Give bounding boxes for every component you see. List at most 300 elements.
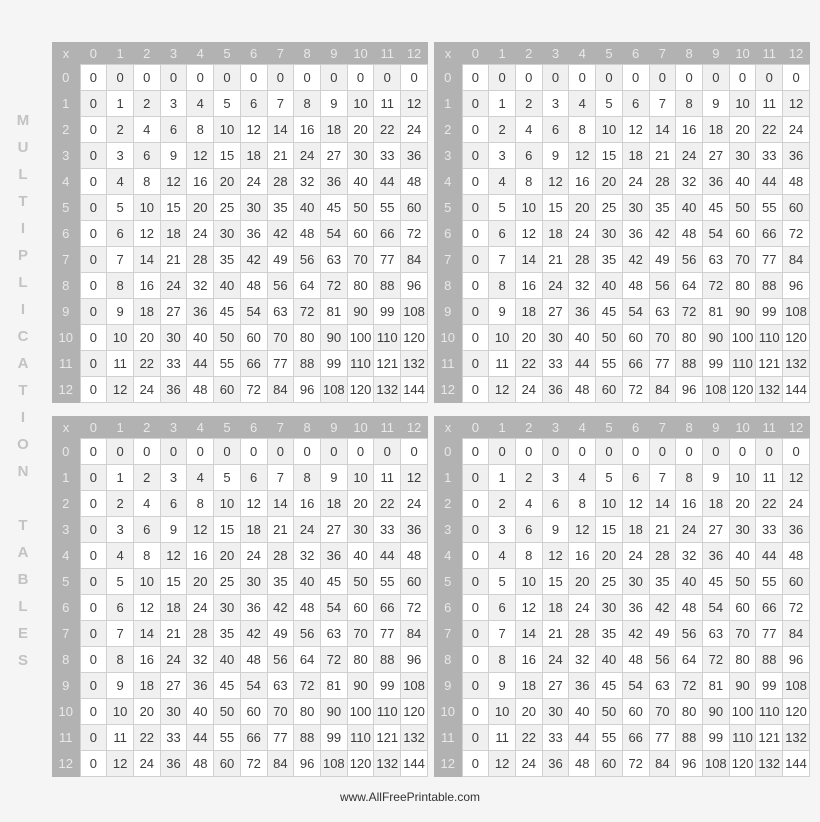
product-cell: 60 — [596, 751, 623, 777]
product-cell: 120 — [401, 699, 428, 725]
product-cell: 25 — [596, 195, 623, 221]
product-cell: 30 — [347, 517, 374, 543]
product-cell: 0 — [622, 65, 649, 91]
product-cell: 10 — [347, 465, 374, 491]
product-cell: 80 — [347, 273, 374, 299]
product-cell: 14 — [267, 117, 294, 143]
product-cell: 21 — [267, 143, 294, 169]
product-cell: 44 — [569, 351, 596, 377]
product-cell: 0 — [80, 465, 107, 491]
product-cell: 0 — [401, 65, 428, 91]
product-cell: 36 — [401, 517, 428, 543]
product-cell: 8 — [107, 647, 134, 673]
product-cell: 35 — [214, 621, 241, 647]
product-cell: 132 — [401, 725, 428, 751]
product-cell: 6 — [515, 143, 542, 169]
product-cell: 0 — [80, 377, 107, 403]
product-cell: 33 — [374, 143, 401, 169]
product-cell: 36 — [702, 543, 729, 569]
product-cell: 48 — [569, 377, 596, 403]
product-cell: 33 — [756, 143, 783, 169]
product-cell: 48 — [294, 595, 321, 621]
product-cell: 88 — [756, 647, 783, 673]
product-cell: 8 — [569, 117, 596, 143]
product-cell: 36 — [160, 751, 187, 777]
product-cell: 28 — [267, 169, 294, 195]
product-cell: 20 — [214, 169, 241, 195]
product-cell: 0 — [462, 143, 489, 169]
side-label-letter: M — [16, 112, 30, 129]
product-cell: 0 — [622, 439, 649, 465]
product-cell: 15 — [542, 195, 569, 221]
product-cell: 64 — [294, 273, 321, 299]
product-cell: 55 — [214, 351, 241, 377]
product-cell: 60 — [596, 377, 623, 403]
product-cell: 100 — [729, 325, 756, 351]
row-header: 6 — [434, 221, 462, 247]
row-header: 3 — [52, 143, 80, 169]
product-cell: 66 — [756, 595, 783, 621]
product-cell: 110 — [374, 699, 401, 725]
product-cell: 24 — [240, 543, 267, 569]
product-cell: 20 — [347, 491, 374, 517]
product-cell: 96 — [294, 377, 321, 403]
row-header: 3 — [434, 517, 462, 543]
table-row — [52, 465, 428, 491]
product-cell: 48 — [240, 273, 267, 299]
product-cell: 96 — [401, 647, 428, 673]
product-cell: 56 — [267, 647, 294, 673]
product-cell: 45 — [596, 299, 623, 325]
product-cell: 110 — [347, 351, 374, 377]
product-cell: 132 — [783, 725, 810, 751]
product-cell: 60 — [783, 195, 810, 221]
product-cell: 11 — [489, 725, 516, 751]
product-cell: 12 — [240, 117, 267, 143]
product-cell: 60 — [214, 751, 241, 777]
row-header: 11 — [434, 351, 462, 377]
product-cell: 3 — [542, 91, 569, 117]
product-cell: 24 — [542, 647, 569, 673]
table-row — [434, 325, 810, 351]
multiplication-table — [52, 416, 428, 777]
product-cell: 21 — [649, 143, 676, 169]
side-label — [4, 107, 42, 674]
column-header: 3 — [542, 416, 569, 439]
product-cell: 60 — [347, 221, 374, 247]
column-header: 4 — [569, 416, 596, 439]
product-cell: 24 — [783, 117, 810, 143]
product-cell: 8 — [107, 273, 134, 299]
product-cell: 120 — [783, 325, 810, 351]
product-cell: 20 — [187, 569, 214, 595]
product-cell: 22 — [515, 351, 542, 377]
product-cell: 40 — [187, 699, 214, 725]
product-cell: 44 — [756, 169, 783, 195]
product-cell: 0 — [702, 65, 729, 91]
table-header-row — [52, 416, 428, 439]
product-cell: 28 — [649, 543, 676, 569]
side-label-letter: B — [17, 571, 29, 588]
product-cell: 9 — [320, 91, 347, 117]
product-cell: 6 — [240, 91, 267, 117]
column-header: 11 — [374, 42, 401, 65]
side-label-letter: A — [17, 355, 29, 372]
product-cell: 2 — [489, 117, 516, 143]
product-cell: 56 — [649, 273, 676, 299]
product-cell: 25 — [214, 569, 241, 595]
table-row — [434, 543, 810, 569]
product-cell: 40 — [347, 169, 374, 195]
product-cell: 0 — [462, 725, 489, 751]
product-cell: 0 — [267, 439, 294, 465]
product-cell: 60 — [240, 699, 267, 725]
product-cell: 30 — [596, 595, 623, 621]
product-cell: 16 — [569, 543, 596, 569]
product-cell: 0 — [294, 439, 321, 465]
product-cell: 0 — [107, 439, 134, 465]
side-label-letter: L — [18, 274, 28, 291]
product-cell: 9 — [160, 517, 187, 543]
product-cell: 24 — [187, 221, 214, 247]
column-header: 5 — [214, 416, 241, 439]
product-cell: 0 — [729, 65, 756, 91]
product-cell: 8 — [489, 647, 516, 673]
product-cell: 4 — [489, 543, 516, 569]
table-row — [434, 91, 810, 117]
product-cell: 0 — [756, 439, 783, 465]
product-cell: 36 — [401, 143, 428, 169]
table-header-row — [52, 42, 428, 65]
product-cell: 0 — [187, 439, 214, 465]
product-cell: 120 — [347, 377, 374, 403]
row-header: 0 — [52, 65, 80, 91]
product-cell: 12 — [133, 595, 160, 621]
side-label-letter: S — [17, 652, 28, 669]
product-cell: 20 — [729, 117, 756, 143]
product-cell: 45 — [596, 673, 623, 699]
table-row — [52, 169, 428, 195]
product-cell: 0 — [462, 273, 489, 299]
product-cell: 54 — [702, 221, 729, 247]
product-cell: 54 — [240, 299, 267, 325]
product-cell: 64 — [676, 647, 703, 673]
product-cell: 0 — [515, 439, 542, 465]
table-row — [52, 221, 428, 247]
column-header: 10 — [347, 42, 374, 65]
multiplication-table — [52, 42, 428, 403]
product-cell: 22 — [756, 491, 783, 517]
side-label-letter — [4, 485, 42, 512]
product-cell: 77 — [267, 351, 294, 377]
side-label-letter: N — [17, 463, 29, 480]
product-cell: 15 — [542, 569, 569, 595]
product-cell: 0 — [80, 595, 107, 621]
product-cell: 8 — [515, 169, 542, 195]
product-cell: 77 — [374, 247, 401, 273]
product-cell: 90 — [702, 699, 729, 725]
product-cell: 0 — [462, 195, 489, 221]
column-header: 7 — [267, 416, 294, 439]
product-cell: 0 — [462, 65, 489, 91]
product-cell: 110 — [756, 699, 783, 725]
product-cell: 32 — [569, 647, 596, 673]
table-row — [52, 621, 428, 647]
product-cell: 18 — [160, 595, 187, 621]
product-cell: 0 — [80, 91, 107, 117]
column-header: 3 — [160, 416, 187, 439]
product-cell: 20 — [133, 699, 160, 725]
product-cell: 8 — [489, 273, 516, 299]
side-label-letter: L — [18, 598, 28, 615]
product-cell: 28 — [187, 247, 214, 273]
product-cell: 15 — [596, 517, 623, 543]
product-cell: 30 — [347, 143, 374, 169]
product-cell: 0 — [80, 117, 107, 143]
product-cell: 6 — [107, 595, 134, 621]
product-cell: 3 — [489, 143, 516, 169]
product-cell: 36 — [320, 169, 347, 195]
product-cell: 2 — [133, 465, 160, 491]
product-cell: 48 — [783, 169, 810, 195]
corner-cell: x — [434, 42, 462, 65]
product-cell: 0 — [462, 595, 489, 621]
product-cell: 32 — [187, 273, 214, 299]
product-cell: 0 — [729, 439, 756, 465]
product-cell: 96 — [294, 751, 321, 777]
product-cell: 99 — [320, 725, 347, 751]
product-cell: 3 — [542, 465, 569, 491]
product-cell: 132 — [756, 751, 783, 777]
product-cell: 36 — [569, 299, 596, 325]
product-cell: 18 — [240, 517, 267, 543]
product-cell: 21 — [160, 247, 187, 273]
product-cell: 84 — [783, 247, 810, 273]
row-header: 5 — [434, 569, 462, 595]
product-cell: 63 — [320, 247, 347, 273]
product-cell: 10 — [489, 325, 516, 351]
product-cell: 48 — [783, 543, 810, 569]
table-row — [434, 491, 810, 517]
product-cell: 100 — [729, 699, 756, 725]
product-cell: 0 — [80, 751, 107, 777]
product-cell: 0 — [462, 299, 489, 325]
product-cell: 14 — [133, 621, 160, 647]
product-cell: 56 — [294, 247, 321, 273]
product-cell: 66 — [374, 595, 401, 621]
product-cell: 0 — [676, 439, 703, 465]
product-cell: 30 — [160, 325, 187, 351]
product-cell: 0 — [80, 439, 107, 465]
product-cell: 22 — [756, 117, 783, 143]
product-cell: 18 — [320, 491, 347, 517]
product-cell: 60 — [401, 195, 428, 221]
product-cell: 33 — [160, 351, 187, 377]
product-cell: 0 — [783, 65, 810, 91]
product-cell: 70 — [649, 325, 676, 351]
product-cell: 108 — [702, 751, 729, 777]
product-cell: 27 — [702, 143, 729, 169]
product-cell: 1 — [489, 465, 516, 491]
product-cell: 10 — [489, 699, 516, 725]
product-cell: 24 — [676, 517, 703, 543]
column-header: 4 — [187, 42, 214, 65]
product-cell: 9 — [320, 465, 347, 491]
product-cell: 0 — [462, 517, 489, 543]
product-cell: 42 — [622, 621, 649, 647]
product-cell: 9 — [107, 673, 134, 699]
product-cell: 10 — [596, 117, 623, 143]
product-cell: 40 — [729, 169, 756, 195]
product-cell: 35 — [649, 195, 676, 221]
product-cell: 30 — [542, 325, 569, 351]
product-cell: 10 — [107, 699, 134, 725]
product-cell: 22 — [374, 491, 401, 517]
product-cell: 12 — [160, 169, 187, 195]
product-cell: 0 — [462, 247, 489, 273]
product-cell: 25 — [214, 195, 241, 221]
product-cell: 36 — [783, 517, 810, 543]
row-header: 4 — [52, 543, 80, 569]
product-cell: 0 — [160, 65, 187, 91]
product-cell: 22 — [374, 117, 401, 143]
product-cell: 6 — [107, 221, 134, 247]
table-row — [434, 595, 810, 621]
product-cell: 48 — [294, 221, 321, 247]
column-header: 6 — [622, 416, 649, 439]
product-cell: 108 — [401, 673, 428, 699]
product-cell: 7 — [489, 247, 516, 273]
product-cell: 121 — [756, 725, 783, 751]
product-cell: 72 — [702, 273, 729, 299]
column-header: 0 — [80, 416, 107, 439]
product-cell: 40 — [569, 699, 596, 725]
product-cell: 9 — [542, 143, 569, 169]
product-cell: 70 — [347, 621, 374, 647]
product-cell: 40 — [596, 647, 623, 673]
product-cell: 0 — [80, 621, 107, 647]
product-cell: 45 — [320, 195, 347, 221]
product-cell: 0 — [756, 65, 783, 91]
row-header: 2 — [52, 491, 80, 517]
product-cell: 90 — [347, 299, 374, 325]
product-cell: 36 — [622, 595, 649, 621]
product-cell: 0 — [489, 439, 516, 465]
product-cell: 24 — [569, 221, 596, 247]
product-cell: 16 — [569, 169, 596, 195]
product-cell: 24 — [294, 517, 321, 543]
product-cell: 0 — [649, 439, 676, 465]
product-cell: 72 — [240, 751, 267, 777]
product-cell: 1 — [107, 465, 134, 491]
product-cell: 4 — [187, 465, 214, 491]
product-cell: 56 — [267, 273, 294, 299]
product-cell: 35 — [267, 195, 294, 221]
product-cell: 16 — [187, 543, 214, 569]
product-cell: 28 — [267, 543, 294, 569]
product-cell: 32 — [294, 169, 321, 195]
product-cell: 40 — [347, 543, 374, 569]
product-cell: 10 — [133, 195, 160, 221]
product-cell: 8 — [133, 169, 160, 195]
product-cell: 84 — [649, 377, 676, 403]
product-cell: 44 — [374, 543, 401, 569]
table-row — [52, 299, 428, 325]
product-cell: 10 — [596, 491, 623, 517]
product-cell: 16 — [676, 117, 703, 143]
product-cell: 40 — [214, 647, 241, 673]
product-cell: 72 — [676, 673, 703, 699]
product-cell: 0 — [542, 439, 569, 465]
product-cell: 144 — [783, 377, 810, 403]
table-row — [52, 351, 428, 377]
product-cell: 49 — [649, 621, 676, 647]
product-cell: 21 — [542, 621, 569, 647]
product-cell: 0 — [596, 65, 623, 91]
product-cell: 16 — [133, 647, 160, 673]
product-cell: 144 — [783, 751, 810, 777]
product-cell: 15 — [214, 143, 241, 169]
column-header: 12 — [783, 416, 810, 439]
product-cell: 66 — [240, 351, 267, 377]
product-cell: 0 — [462, 465, 489, 491]
product-cell: 0 — [596, 439, 623, 465]
product-cell: 54 — [240, 673, 267, 699]
row-header: 9 — [52, 299, 80, 325]
product-cell: 0 — [462, 439, 489, 465]
product-cell: 36 — [240, 595, 267, 621]
row-header: 0 — [434, 65, 462, 91]
product-cell: 48 — [676, 595, 703, 621]
product-cell: 24 — [622, 543, 649, 569]
product-cell: 10 — [214, 117, 241, 143]
product-cell: 80 — [729, 273, 756, 299]
product-cell: 33 — [542, 351, 569, 377]
product-cell: 50 — [729, 569, 756, 595]
product-cell: 55 — [596, 351, 623, 377]
product-cell: 20 — [347, 117, 374, 143]
product-cell: 4 — [133, 491, 160, 517]
product-cell: 77 — [756, 621, 783, 647]
column-header: 1 — [489, 416, 516, 439]
product-cell: 40 — [214, 273, 241, 299]
product-cell: 8 — [187, 491, 214, 517]
product-cell: 12 — [542, 543, 569, 569]
product-cell: 0 — [80, 647, 107, 673]
product-cell: 72 — [294, 299, 321, 325]
product-cell: 60 — [401, 569, 428, 595]
product-cell: 99 — [374, 673, 401, 699]
table-row — [52, 439, 428, 465]
product-cell: 45 — [702, 569, 729, 595]
product-cell: 6 — [160, 117, 187, 143]
product-cell: 2 — [133, 91, 160, 117]
product-cell: 110 — [729, 351, 756, 377]
product-cell: 8 — [294, 91, 321, 117]
product-cell: 10 — [133, 569, 160, 595]
product-cell: 0 — [569, 439, 596, 465]
product-cell: 2 — [107, 117, 134, 143]
product-cell: 20 — [596, 169, 623, 195]
product-cell: 0 — [80, 299, 107, 325]
product-cell: 12 — [569, 517, 596, 543]
product-cell: 144 — [401, 377, 428, 403]
product-cell: 40 — [187, 325, 214, 351]
product-cell: 20 — [569, 569, 596, 595]
product-cell: 54 — [320, 595, 347, 621]
product-cell: 90 — [729, 299, 756, 325]
side-label-letter: T — [18, 517, 28, 534]
